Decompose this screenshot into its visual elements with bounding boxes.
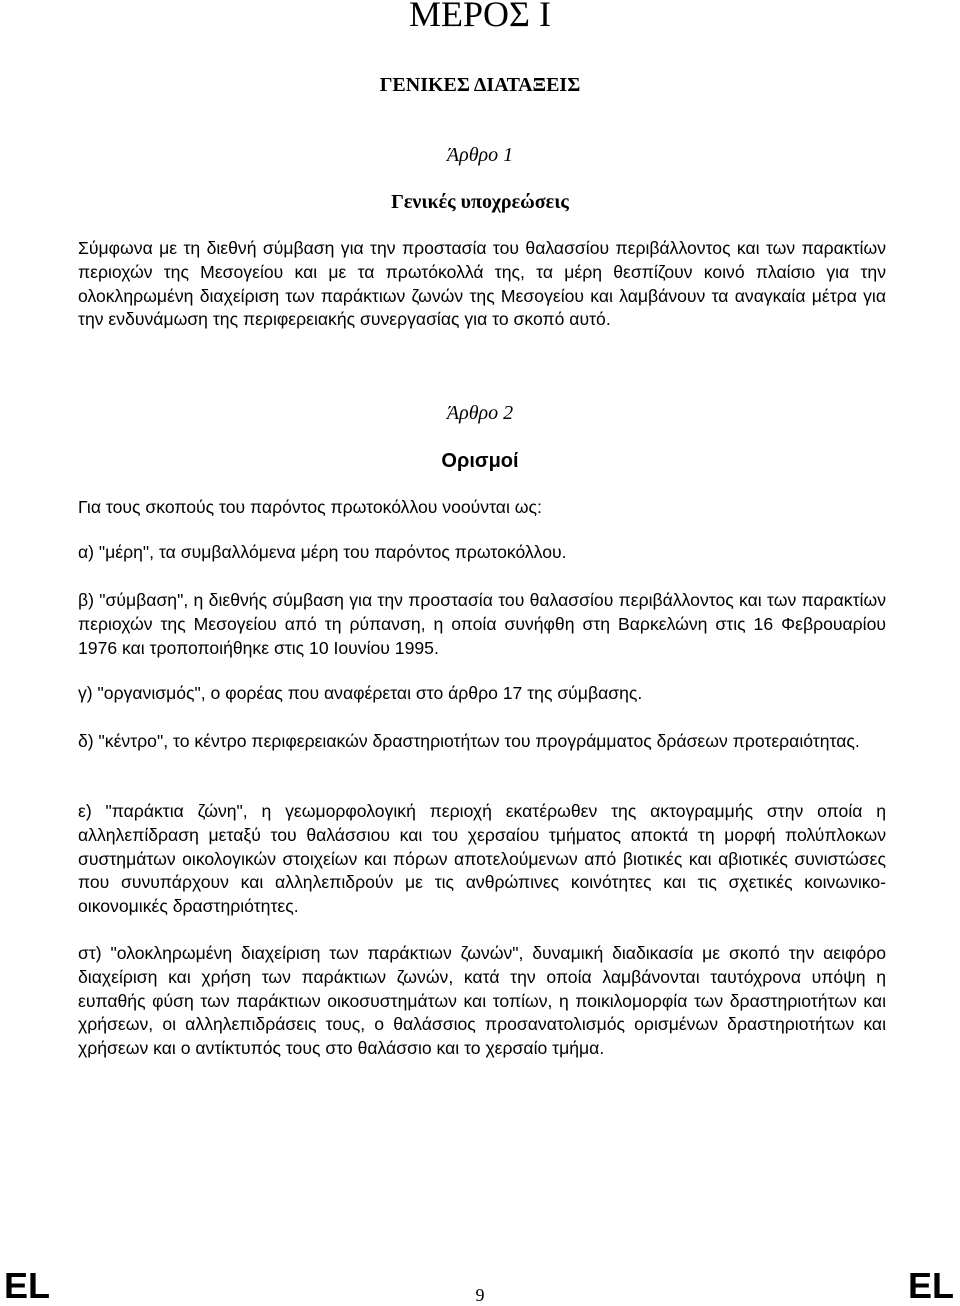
page-number: 9 bbox=[475, 1285, 485, 1305]
definition-e: ε) "παράκτια ζώνη", η γεωμορφολογική περιοχή εκατέρωθεν της ακτογραμμής στην οποία η αλληλεπίδραση μεταξύ του θαλάσσιου και του χερσαίου τμήματος αποκτά τη μορφή πολύπλοκων συστημάτων οικολογικών στοιχείων και πόρων αποτελούμενων από βιοτικές και αβιοτικές συνιστώσες που συνυπάρχουν και αλληλεπιδρούν με τις ανθρώπινες κοινότητες και τις σχετικές κοινωνικο-οικονομικές δραστηριότητες. bbox=[78, 801, 886, 917]
definition-f: στ) "ολοκληρωμένη διαχείριση των παράκτιων ζωνών", δυναμική διαδικασία με σκοπό την αειφόρο διαχείριση και χρήση των παράκτιων ζωνών, κατά την οποία λαμβάνονται ταυτόχρονα υπόψη η ευπαθής φύση των παράκτιων οικοσυστημάτων και τοπίων, η ποικιλομορφία των δραστηριοτήτων και χρήσεων, οι αλληλεπιδράσεις τους, ο θαλάσσιος προσανατολισμός ορισμένων δραστηριοτήτων και χρήσεων και ο αντίκτυπός τους στο θαλάσσιο και το χερσαίο τμήμα. bbox=[78, 943, 886, 1059]
footer-language-code-right: EL bbox=[907, 1265, 954, 1306]
definition-c: γ) "οργανισμός", ο φορέας που αναφέρεται στο άρθρο 17 της σύμβασης. bbox=[78, 683, 643, 703]
part-title: ΜΕΡΟΣ Ι bbox=[409, 0, 551, 34]
definition-a: α) "μέρη", τα συμβαλλόμενα μέρη του παρόντος πρωτοκόλλου. bbox=[78, 542, 567, 562]
article-1-label: Άρθρο 1 bbox=[446, 144, 514, 166]
definitions-intro: Για τους σκοπούς του παρόντος πρωτοκόλλου νοούνται ως: bbox=[78, 497, 542, 517]
article-2-label: Άρθρο 2 bbox=[446, 402, 514, 424]
article-1-paragraph: Σύμφωνα με τη διεθνή σύμβαση για την προστασία του θαλασσίου περιβάλλοντος και των παρακτίων περιοχών της Μεσογείου και με τα πρωτόκολλά της, τα μέρη θεσπίζουν κοινό πλαίσιο για την ολοκληρωμένη διαχείριση των παράκτιων ζωνών της Μεσογείου και λαμβάνουν τα αναγκαία μέτρα για την ενδυνάμωση της περιφερειακής συνεργασίας για το σκοπό αυτό. bbox=[78, 238, 886, 330]
definition-d: δ) "κέντρο", το κέντρο περιφερειακών δραστηριοτήτων του προγράμματος δράσεων προτεραιότητας. bbox=[78, 731, 860, 751]
definition-b: β) "σύμβαση", η διεθνής σύμβαση για την προστασία του θαλασσίου περιβάλλοντος και των παρακτίων περιοχών της Μεσογείου από τη ρύπανση, η οποία συνήφθη στη Βαρκελώνη στις 16 Φεβρουαρίου 1976 και τροποποιήθηκε στις 10 Ιουνίου 1995. bbox=[78, 590, 886, 658]
footer-language-code-left: EL bbox=[4, 1265, 51, 1306]
article-2-heading: Ορισμοί bbox=[441, 450, 519, 472]
section-title: ΓΕΝΙΚΕΣ ΔΙΑΤΑΞΕΙΣ bbox=[379, 74, 581, 96]
article-1-heading: Γενικές υποχρεώσεις bbox=[391, 191, 569, 213]
